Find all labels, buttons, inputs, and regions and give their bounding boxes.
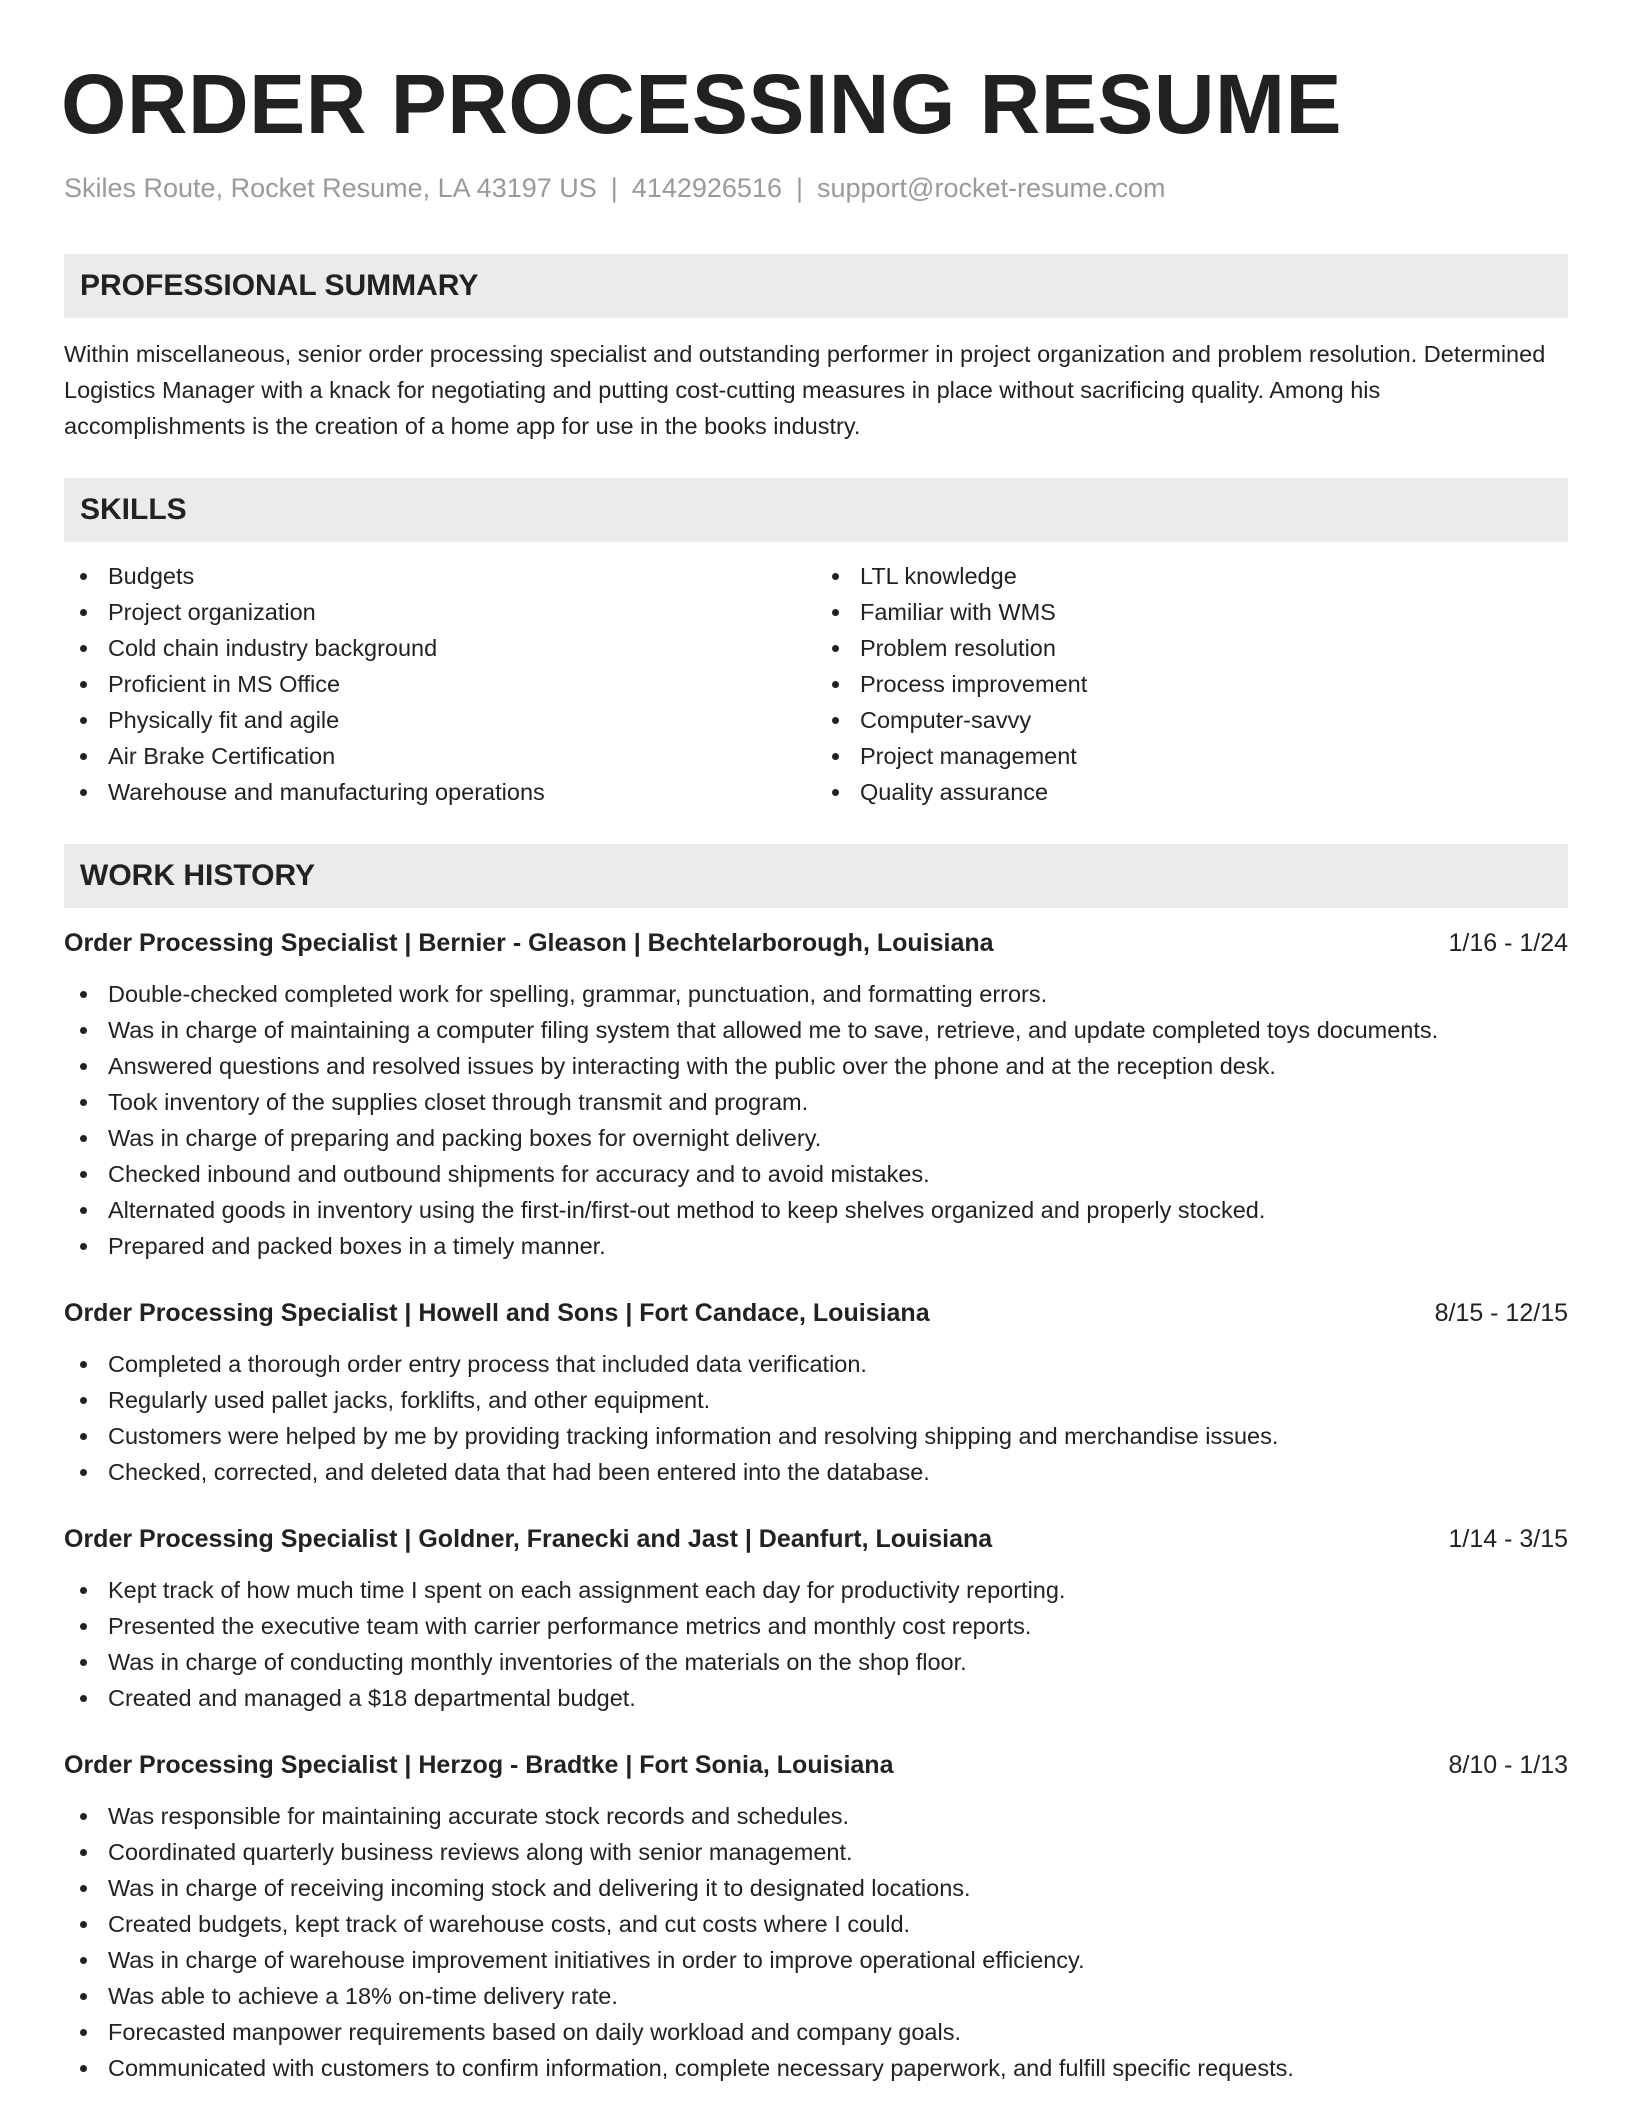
resume-title: ORDER PROCESSING RESUME <box>61 57 1343 151</box>
skill-item: Familiar with WMS <box>816 594 1568 630</box>
skill-item: Cold chain industry background <box>64 630 816 666</box>
job-title: Order Processing Specialist | Herzog - Bradtke | Fort Sonia, Louisiana <box>64 1751 894 1780</box>
skills-grid <box>64 558 1568 810</box>
job-bullet: Created and managed a $18 departmental budget. <box>64 1680 1568 1716</box>
job-entry <box>64 926 1568 1264</box>
skill-item: Project management <box>816 738 1568 774</box>
skills-list-right <box>816 558 1568 810</box>
job-bullet: Customers were helped by me by providing tracking information and resolving shipping and merchandise issues. <box>64 1418 1568 1454</box>
job-bullet: Was in charge of warehouse improvement initiatives in order to improve operational efficiency. <box>64 1942 1568 1978</box>
job-bullet: Checked, corrected, and deleted data that had been entered into the database. <box>64 1454 1568 1490</box>
job-entry <box>64 1748 1568 2086</box>
job-bullet: Completed a thorough order entry process that included data verification. <box>64 1346 1568 1382</box>
skill-item: Physically fit and agile <box>64 702 816 738</box>
job-bullet: Regularly used pallet jacks, forklifts, and other equipment. <box>64 1382 1568 1418</box>
job-bullet: Double-checked completed work for spelling, grammar, punctuation, and formatting errors. <box>64 976 1568 1012</box>
job-title-row <box>64 926 1568 960</box>
job-title-row <box>64 1296 1568 1330</box>
job-bullets <box>64 976 1568 1264</box>
skill-item: Computer-savvy <box>816 702 1568 738</box>
job-bullet: Forecasted manpower requirements based on daily workload and company goals. <box>64 2014 1568 2050</box>
skills-list-left <box>64 558 816 810</box>
job-bullet: Was in charge of receiving incoming stock and delivering it to designated locations. <box>64 1870 1568 1906</box>
job-bullet: Was in charge of preparing and packing boxes for overnight delivery. <box>64 1120 1568 1156</box>
skill-item: Budgets <box>64 558 816 594</box>
skill-item: LTL knowledge <box>816 558 1568 594</box>
job-bullet: Presented the executive team with carrier performance metrics and monthly cost reports. <box>64 1608 1568 1644</box>
job-bullet: Took inventory of the supplies closet through transmit and program. <box>64 1084 1568 1120</box>
job-bullet: Coordinated quarterly business reviews along with senior management. <box>64 1834 1568 1870</box>
job-bullet: Kept track of how much time I spent on each assignment each day for productivity reporting. <box>64 1572 1568 1608</box>
job-title: Order Processing Specialist | Howell and Sons | Fort Candace, Louisiana <box>64 1299 930 1328</box>
skill-item: Project organization <box>64 594 816 630</box>
job-bullet: Checked inbound and outbound shipments for accuracy and to avoid mistakes. <box>64 1156 1568 1192</box>
contact-email: support@rocket-resume.com <box>816 173 1166 203</box>
job-title: Order Processing Specialist | Goldner, Franecki and Jast | Deanfurt, Louisiana <box>64 1525 993 1554</box>
job-title: Order Processing Specialist | Bernier - Gleason | Bechtelarborough, Louisiana <box>64 929 994 958</box>
contact-line <box>64 172 1568 204</box>
job-bullet: Created budgets, kept track of warehouse costs, and cut costs where I could. <box>64 1906 1568 1942</box>
job-bullet: Communicated with customers to confirm information, complete necessary paperwork, and fulfill specific requests. <box>64 2050 1568 2086</box>
job-bullets <box>64 1572 1568 1716</box>
section-header-skills: SKILLS <box>64 478 1568 542</box>
skill-item: Warehouse and manufacturing operations <box>64 774 816 810</box>
job-bullet: Answered questions and resolved issues by interacting with the public over the phone and at the reception desk. <box>64 1048 1568 1084</box>
job-bullet: Was in charge of maintaining a computer filing system that allowed me to save, retrieve, and update completed toys documents. <box>64 1012 1568 1048</box>
skill-item: Air Brake Certification <box>64 738 816 774</box>
skill-item: Quality assurance <box>816 774 1568 810</box>
section-header-work-history: WORK HISTORY <box>64 844 1568 908</box>
job-bullet: Was in charge of conducting monthly inventories of the materials on the shop floor. <box>64 1644 1568 1680</box>
job-dates: 1/16 - 1/24 <box>1448 929 1568 958</box>
skill-item: Problem resolution <box>816 630 1568 666</box>
contact-phone: 4142926516 <box>631 173 782 203</box>
job-bullet: Was able to achieve a 18% on-time delivery rate. <box>64 1978 1568 2014</box>
contact-separator: | <box>610 173 618 203</box>
job-dates: 1/14 - 3/15 <box>1448 1525 1568 1554</box>
job-entry <box>64 1522 1568 1716</box>
job-title-row <box>64 1748 1568 1782</box>
job-dates: 8/15 - 12/15 <box>1434 1299 1568 1328</box>
job-bullet: Alternated goods in inventory using the first-in/first-out method to keep shelves organized and properly stocked. <box>64 1192 1568 1228</box>
section-header-summary: PROFESSIONAL SUMMARY <box>64 254 1568 318</box>
job-entry <box>64 1296 1568 1490</box>
job-bullets <box>64 1798 1568 2086</box>
job-bullet: Was responsible for maintaining accurate stock records and schedules. <box>64 1798 1568 1834</box>
skill-item: Process improvement <box>816 666 1568 702</box>
summary-text: Within miscellaneous, senior order processing specialist and outstanding performer in project organization and problem resolution. Determined Logistics Manager with a knack for negotiating and putting cost-cutting measures in place without sacrificing quality. Among his accomplishments is the creation of a home app for use in the books industry. <box>64 341 1546 440</box>
skill-item: Proficient in MS Office <box>64 666 816 702</box>
job-title-row <box>64 1522 1568 1556</box>
job-dates: 8/10 - 1/13 <box>1448 1751 1568 1780</box>
job-bullets <box>64 1346 1568 1490</box>
job-bullet: Prepared and packed boxes in a timely manner. <box>64 1228 1568 1264</box>
contact-address: Skiles Route, Rocket Resume, LA 43197 US <box>64 173 597 203</box>
contact-separator: | <box>795 173 803 203</box>
